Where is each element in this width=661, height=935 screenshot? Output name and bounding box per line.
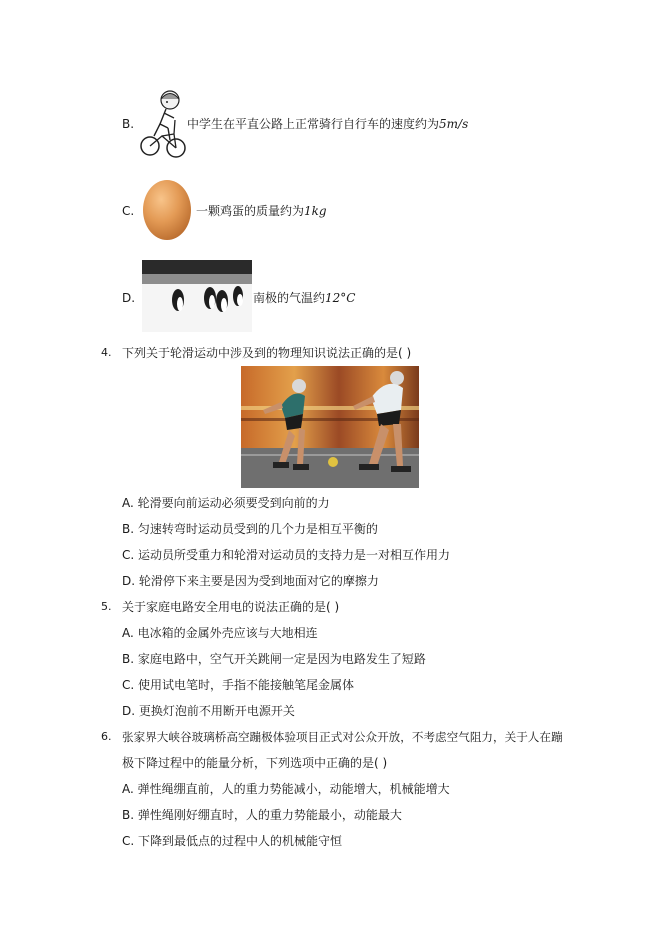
option-letter: D. <box>122 291 136 305</box>
question-stem: 下列关于轮滑运动中涉及到的物理知识说法正确的是( ) <box>122 346 412 360</box>
option-text: C. 运动员所受重力和轮滑对运动员的支持力是一对相互作用力 <box>122 548 451 562</box>
penguins-photo <box>142 260 252 332</box>
option-text: B. 家庭电路中，空气开关跳闸一定是因为电路发生了短路 <box>122 652 426 666</box>
option-text: 一颗鸡蛋的质量约为1kg <box>196 204 327 218</box>
inline-skaters-photo <box>241 366 419 488</box>
option-text: A. 电冰箱的金属外壳应该与大地相连 <box>122 626 318 640</box>
option-text: A. 轮滑要向前运动必须要受到向前的力 <box>122 496 330 510</box>
question-stem-line-2: 极下降过程中的能量分析，下列选项中正确的是( ) <box>122 756 388 770</box>
option-letter: C. <box>122 204 135 218</box>
option-text: B. 弹性绳刚好绷直时，人的重力势能最小，动能最大 <box>122 808 402 822</box>
question-stem-line-1: 张家界大峡谷玻璃桥高空蹦极体验项目正式对公众开放，不考虑空气阻力，关于人在蹦 <box>122 730 563 744</box>
question-number: 4. <box>101 346 112 359</box>
egg-photo <box>141 175 193 241</box>
option-text: C. 使用试电笔时，手指不能接触笔尾金属体 <box>122 678 355 692</box>
cyclist-illustration <box>140 88 186 160</box>
option-text: D. 轮滑停下来主要是因为受到地面对它的摩擦力 <box>122 574 379 588</box>
option-text: D. 更换灯泡前不用断开电源开关 <box>122 704 295 718</box>
question-number: 6. <box>101 730 112 743</box>
option-text: B. 匀速转弯时运动员受到的几个力是相互平衡的 <box>122 522 378 536</box>
option-text: 中学生在平直公路上正常骑行自行车的速度约为5m/s <box>187 117 469 131</box>
question-number: 5. <box>101 600 112 613</box>
option-text: A. 弹性绳绷直前，人的重力势能减小，动能增大，机械能增大 <box>122 782 450 796</box>
option-text: 南极的气温约12°C <box>253 291 356 305</box>
question-stem: 关于家庭电路安全用电的说法正确的是( ) <box>122 600 340 614</box>
option-letter: B. <box>122 117 135 131</box>
option-text: C. 下降到最低点的过程中人的机械能守恒 <box>122 834 343 848</box>
